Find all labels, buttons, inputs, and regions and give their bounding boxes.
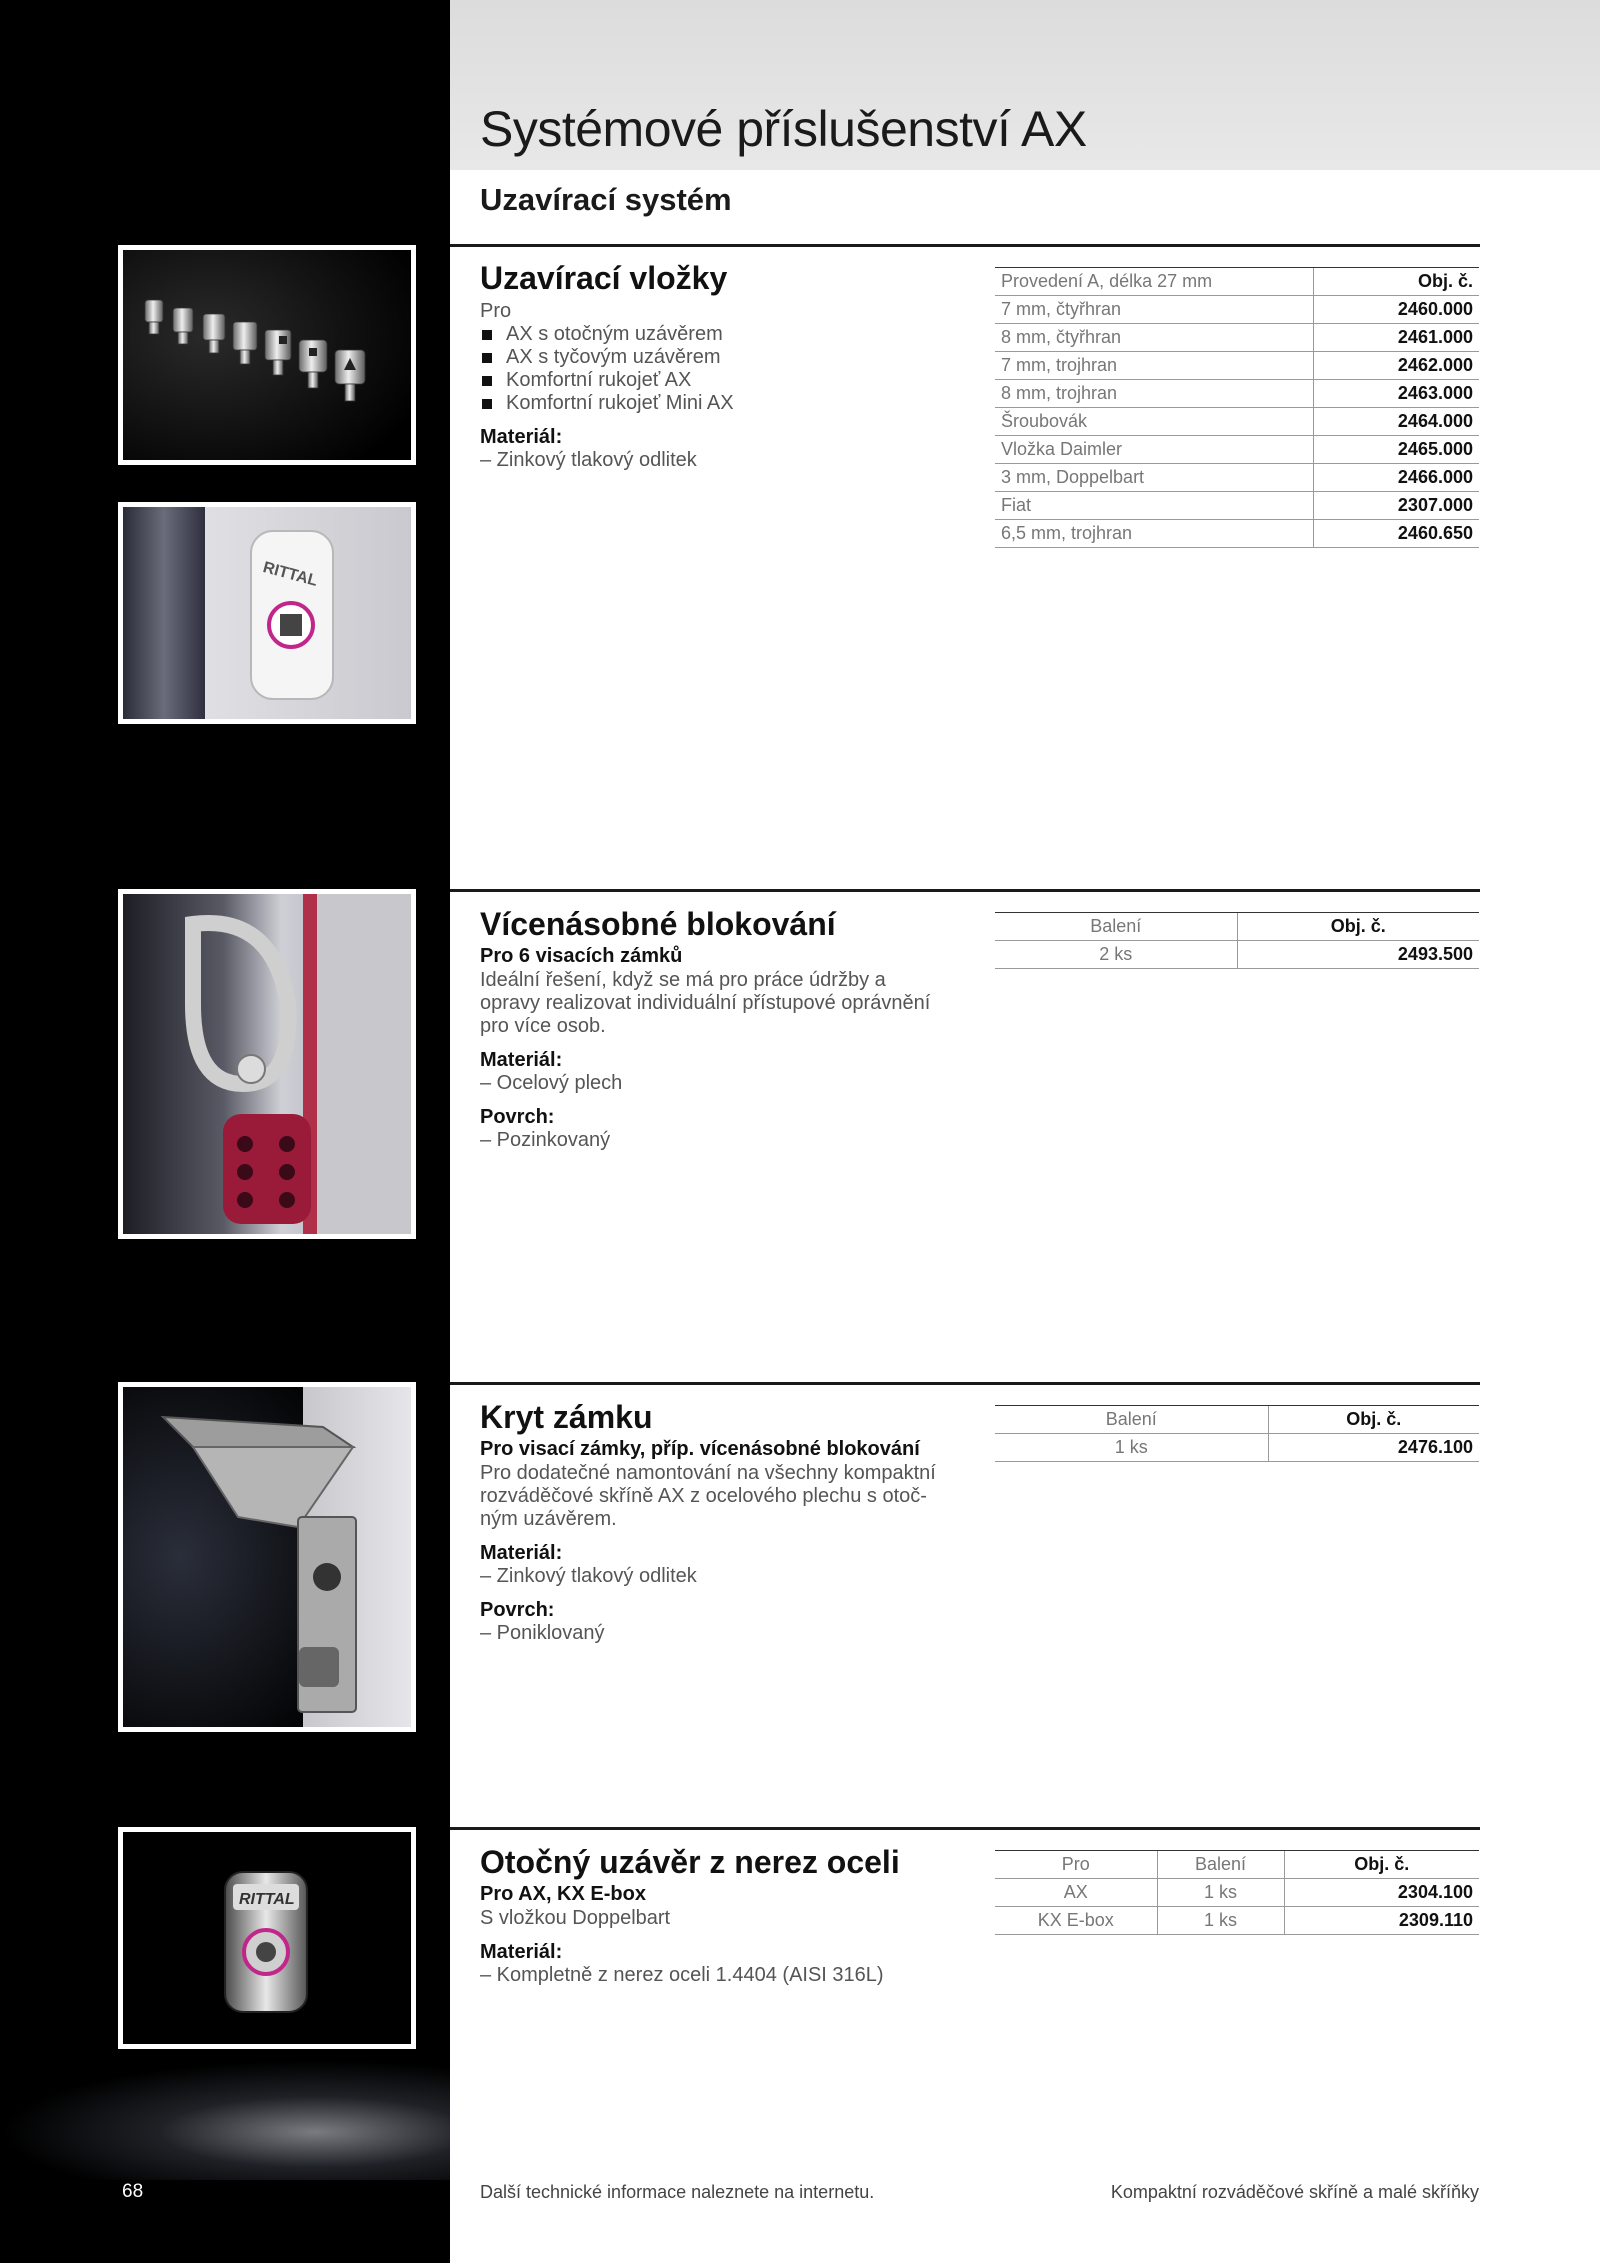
stainless-lock-illustration (123, 1832, 411, 2044)
order-table-stainless-lock (995, 1850, 1479, 1935)
page-number: 68 (122, 2181, 144, 2202)
page-title: Systémové příslušenství AX (480, 101, 1087, 157)
description-line: opravy realizovat individuální přístupové oprávnění (480, 992, 931, 1014)
table-row: 7 mm, trojhran 2462.000 (995, 352, 1479, 380)
rittal-logo: RITTAL (261, 559, 320, 590)
table-header-row (995, 1406, 1479, 1434)
material-value: – Zinkový tlakový odlitek (480, 1565, 697, 1587)
surface-label: Povrch: (480, 1106, 555, 1128)
description-line: ným uzávěrem. (480, 1508, 617, 1530)
material-value: – Zinkový tlakový odlitek (480, 449, 697, 471)
table-header: Balení (995, 913, 1237, 941)
footer-catalog: Kompaktní rozváděčové skříně a malé skříňky (1110, 2182, 1479, 2202)
table-header-order-no: Obj. č. (1237, 913, 1479, 941)
bullet-square-icon (482, 376, 492, 386)
material-value: – Kompletně z nerez oceli 1.4404 (AISI 316L) (480, 1964, 884, 1986)
table-row: Fiat 2307.000 (995, 492, 1479, 520)
bullet-list (480, 323, 960, 415)
locking-inserts-illustration (123, 250, 411, 460)
description-line: pro více osob. (480, 1015, 606, 1037)
section-subheading: Pro AX, KX E-box (480, 1883, 646, 1905)
order-table-inserts (995, 267, 1479, 548)
section-heading: Otočný uzávěr z nerez oceli (480, 1844, 900, 1880)
photo-locking-inserts (118, 245, 416, 465)
section-heading: Vícenásobné blokování (480, 906, 836, 942)
material-value: – Ocelový plech (480, 1072, 623, 1094)
photo-rittal-handle (118, 502, 416, 724)
material-label: Materiál: (480, 1542, 563, 1564)
table-header-order-no: Obj. č. (1284, 1851, 1479, 1879)
hasp-illustration (123, 894, 411, 1234)
footer-info: Další technické informace naleznete na internetu. (480, 2182, 875, 2202)
table-row: 7 mm, čtyřhran 2460.000 (995, 296, 1479, 324)
description-line: S vložkou Doppelbart (480, 1907, 671, 1929)
rittal-handle-illustration (123, 507, 411, 719)
material-label: Materiál: (480, 426, 563, 448)
surface-label: Povrch: (480, 1599, 555, 1621)
table-row: 3 mm, Doppelbart 2466.000 (995, 464, 1479, 492)
table-header-row (995, 268, 1479, 296)
order-table-multiple-lock (995, 912, 1479, 969)
photo-lock-cover (118, 1382, 416, 1732)
photo-stainless-lock (118, 1827, 416, 2049)
lock-cover-illustration (123, 1387, 411, 1727)
photo-multiple-lock-hasp (118, 889, 416, 1239)
bullet-square-icon (482, 353, 492, 363)
page-subtitle: Uzavírací systém (480, 182, 732, 217)
description-line: rozváděčové skříně AX z ocelového plechu s otoč- (480, 1485, 927, 1507)
material-label: Materiál: (480, 1049, 563, 1071)
table-row: Šroubovák 2464.000 (995, 408, 1479, 436)
section-rule-4 (450, 1827, 1480, 1830)
bullet-item: Komfortní rukojeť Mini AX (480, 392, 960, 415)
table-header-order-no: Obj. č. (1313, 268, 1479, 296)
table-row: Vložka Daimler 2465.000 (995, 436, 1479, 464)
bullet-square-icon (482, 399, 492, 409)
table-row: 2 ks 2493.500 (995, 941, 1479, 969)
bullet-item: AX s tyčovým uzávěrem (480, 346, 960, 369)
table-row: 6,5 mm, trojhran 2460.650 (995, 520, 1479, 548)
table-row: 8 mm, čtyřhran 2461.000 (995, 324, 1479, 352)
order-table-lock-cover (995, 1405, 1479, 1462)
section-rule-1 (450, 244, 1480, 247)
left-band-glow (0, 2060, 450, 2180)
section-locking-inserts (480, 258, 960, 472)
section-rule-2 (450, 889, 1480, 892)
table-row: 8 mm, trojhran 2463.000 (995, 380, 1479, 408)
bullet-item: AX s otočným uzávěrem (480, 323, 960, 346)
table-header: Provedení A, délka 27 mm (995, 268, 1313, 296)
bullet-item: Komfortní rukojeť AX (480, 369, 960, 392)
description-line: Ideální řešení, když se má pro práce údržby a (480, 969, 886, 991)
section-lock-cover (480, 1397, 960, 1645)
section-subheading: Pro visací zámky, příp. vícenásobné blokování (480, 1438, 920, 1460)
table-row: KX E-box 1 ks 2309.110 (995, 1907, 1479, 1935)
section-heading: Kryt zámku (480, 1399, 653, 1435)
section-subheading: Pro 6 visacích zámků (480, 945, 683, 967)
table-header-order-no: Obj. č. (1268, 1406, 1479, 1434)
table-header: Balení (1157, 1851, 1284, 1879)
surface-value: – Poniklovaný (480, 1622, 605, 1644)
table-row: AX 1 ks 2304.100 (995, 1879, 1479, 1907)
section-stainless-lock (480, 1842, 960, 1987)
table-header: Balení (995, 1406, 1268, 1434)
description-line: Pro dodatečné namontování na všechny kompaktní (480, 1462, 936, 1484)
surface-value: – Pozinkovaný (480, 1129, 611, 1151)
table-row: 1 ks 2476.100 (995, 1434, 1479, 1462)
material-label: Materiál: (480, 1941, 563, 1963)
intro-text: Pro (480, 300, 512, 322)
section-rule-3 (450, 1382, 1480, 1385)
rittal-logo-2: RITTAL (239, 1891, 295, 1908)
table-header-row (995, 1851, 1479, 1879)
table-header: Pro (995, 1851, 1157, 1879)
section-heading: Uzavírací vložky (480, 260, 728, 296)
table-header-row (995, 913, 1479, 941)
bullet-square-icon (482, 330, 492, 340)
section-multiple-lock (480, 904, 960, 1152)
